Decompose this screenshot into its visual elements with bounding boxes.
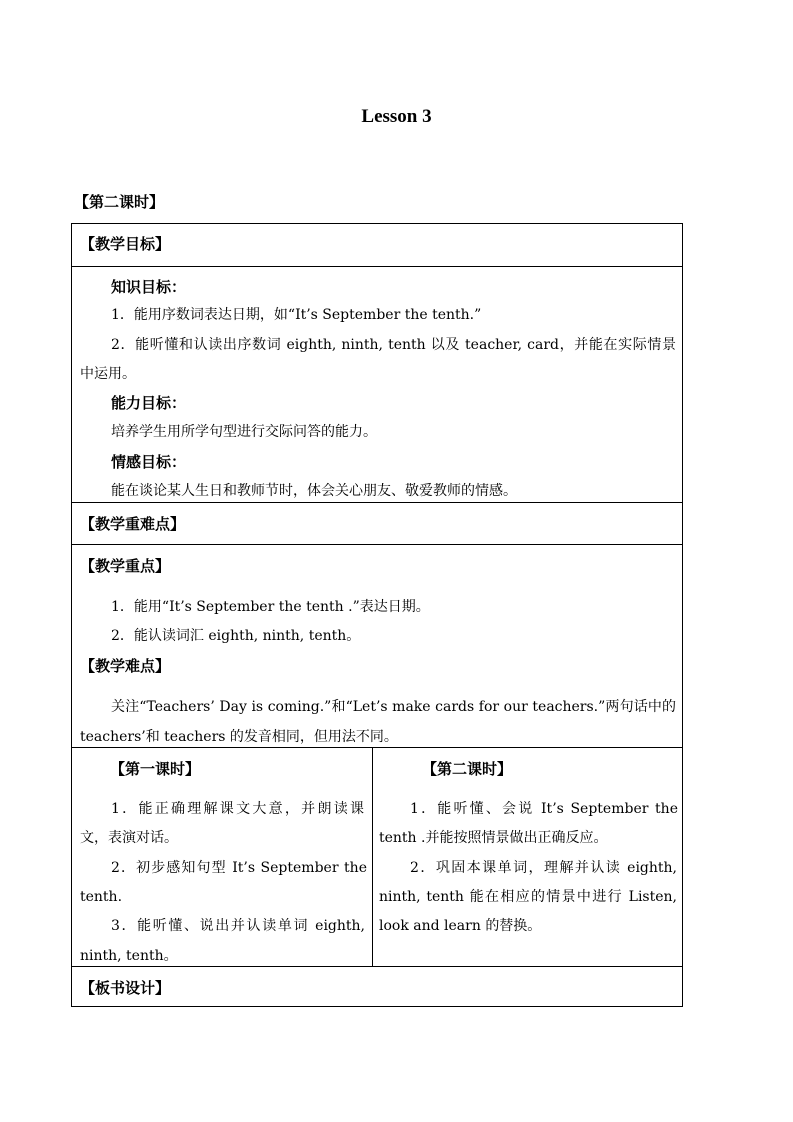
row-divider xyxy=(72,502,682,503)
difficult-header: 【教学难点】 xyxy=(80,657,171,675)
first-lesson-item-1: 1．能正确理解课文大意，并朗读课 xyxy=(111,801,364,817)
board-design-header: 【板书设计】 xyxy=(80,979,171,997)
first-lesson-item-3-cont: ninth, tenth。 xyxy=(80,948,178,964)
second-lesson-header: 【第二课时】 xyxy=(422,760,513,778)
objectives-header: 【教学目标】 xyxy=(80,235,171,253)
first-lesson-item-1-cont: 文，表演对话。 xyxy=(80,830,178,846)
period-label: 【第二课时】 xyxy=(74,193,165,211)
ability-label: 能力目标： xyxy=(111,394,187,412)
key-header: 【教学重点】 xyxy=(80,557,171,575)
first-lesson-item-2-cont: tenth. xyxy=(80,889,123,905)
second-lesson-item-2: 2．巩固本课单词，理解并认读 eighth, xyxy=(410,860,677,876)
first-lesson-header: 【第一课时】 xyxy=(110,760,201,778)
key-item-2: 2．能认读词汇 eighth, ninth, tenth。 xyxy=(111,628,361,644)
column-divider xyxy=(372,747,373,966)
key-difficult-header: 【教学重难点】 xyxy=(80,515,186,533)
row-divider xyxy=(72,266,682,267)
first-lesson-item-3: 3．能听懂、说出并认读单词 eighth, xyxy=(111,918,365,934)
ability-text: 培养学生用所学句型进行交际问答的能力。 xyxy=(111,424,377,440)
knowledge-item-2-cont: 中运用。 xyxy=(80,366,136,382)
emotion-label: 情感目标： xyxy=(111,453,187,471)
emotion-text: 能在谈论某人生日和教师节时，体会关心朋友、敬爱教师的情感。 xyxy=(111,483,517,499)
knowledge-item-2: 2．能听懂和认读出序数词 eighth, ninth, tenth 以及 teacher, card，并能在实际情景 xyxy=(111,337,676,353)
difficult-text: 关注“Teachers’ Day is coming.”和“Let’s make cards for our teachers.”两句话中的 xyxy=(111,699,676,715)
row-divider xyxy=(72,544,682,545)
second-lesson-item-2-cont: ninth, tenth 能在相应的情景中进行 Listen, xyxy=(379,889,677,905)
first-lesson-item-2: 2．初步感知句型 It’s September the xyxy=(111,860,367,876)
knowledge-item-1: 1．能用序数词表达日期，如“It’s September the tenth.” xyxy=(111,307,482,323)
second-lesson-item-2-cont2: look and learn 的替换。 xyxy=(379,918,542,934)
knowledge-label: 知识目标： xyxy=(111,278,187,296)
lesson-plan-table xyxy=(71,223,683,1007)
difficult-text-cont: teachers’和 teachers 的发音相同，但用法不同。 xyxy=(80,729,398,745)
second-lesson-item-1: 1．能听懂、会说 It’s September the xyxy=(410,801,678,817)
second-lesson-item-1-cont: tenth .并能按照情景做出正确反应。 xyxy=(379,830,608,846)
row-divider xyxy=(72,747,682,748)
key-item-1: 1．能用“It’s September the tenth .”表达日期。 xyxy=(111,599,430,615)
lesson-title: Lesson 3 xyxy=(361,106,432,127)
row-divider xyxy=(72,966,682,967)
